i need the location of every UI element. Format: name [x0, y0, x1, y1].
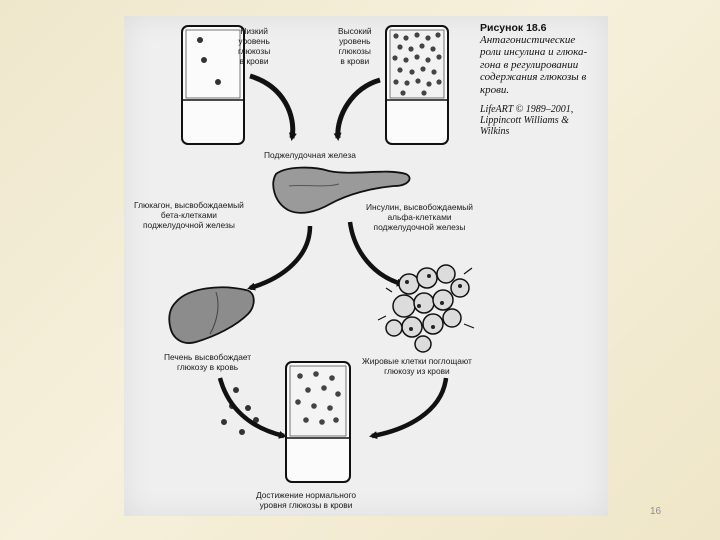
label-fat-cells: Жировые клетки поглощают глюкозу из крови	[362, 356, 472, 376]
caption-title: Рисунок 18.6	[480, 22, 547, 34]
high-glucose-tube-icon	[386, 26, 448, 144]
label-high-glucose: Высокий уровень глюкозы в крови	[338, 26, 372, 66]
label-normal-glucose: Достижение нормального уровня глюкозы в крови	[256, 490, 357, 510]
fat-cells-icon	[378, 265, 474, 352]
label-pancreas: Поджелудочная железа	[264, 150, 356, 160]
figure-scan	[124, 16, 608, 516]
caption-credit: LifeART © 1989–2001, Lippincott Williams & Wilkins	[480, 104, 574, 138]
arrow-fat-to-normal-icon	[372, 378, 446, 436]
low-glucose-tube-icon	[182, 26, 244, 144]
label-low-glucose: Низкий уровень глюкозы в крови	[238, 26, 271, 66]
figure-caption	[480, 22, 608, 137]
label-insulin: Инсулин, высвобождаемый альфа-клетками поджелудочной железы	[366, 202, 473, 232]
liver-icon	[169, 287, 254, 343]
label-glucagon: Глюкагон, высвобождаемый бета-клетками поджелудочной железы	[134, 200, 244, 230]
normal-glucose-tube-icon	[286, 362, 350, 482]
arrow-pancreas-to-liver-icon	[250, 226, 310, 288]
label-liver: Печень высвобождает глюкозу в кровь	[164, 352, 252, 372]
arrow-high-to-pancreas-icon	[338, 80, 380, 138]
caption-body: Антагонистические роли инсулина и глюка- гона в регулировании содержания глюкозы в крови.	[480, 34, 588, 96]
arrow-low-to-pancreas-icon	[250, 76, 293, 138]
slide-page-number: 16	[650, 506, 662, 517]
